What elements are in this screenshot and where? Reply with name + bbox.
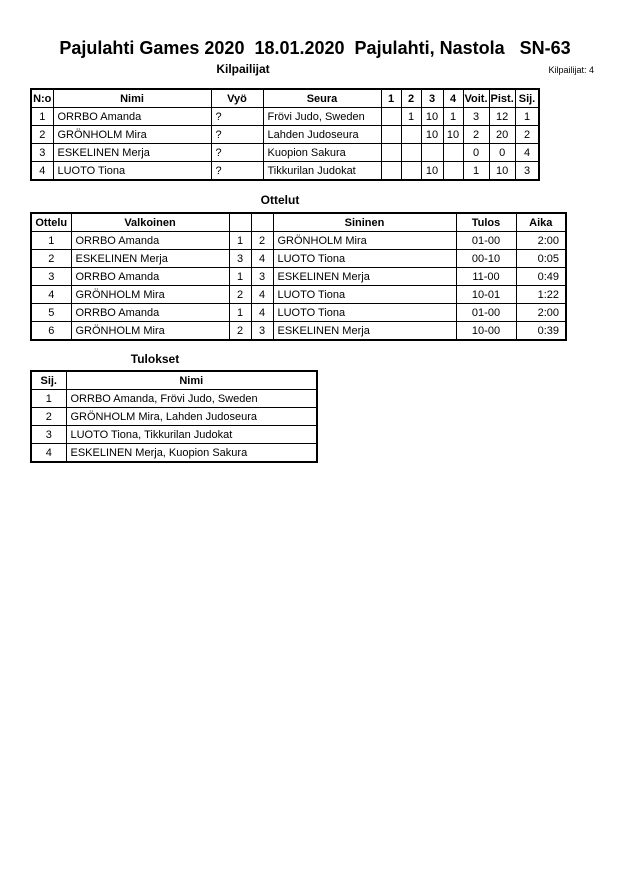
cell-sij: 1	[515, 108, 539, 126]
col-header-valkoinen: Valkoinen	[71, 213, 229, 232]
col-header-vnum	[229, 213, 251, 232]
table-row	[31, 268, 566, 286]
ottelut-heading: Ottelut	[260, 193, 300, 207]
table-row	[31, 304, 566, 322]
cell-vnum: 2	[229, 322, 251, 341]
cell-sininen: GRÖNHOLM Mira	[273, 232, 456, 250]
cell-r4: 10	[443, 126, 463, 144]
col-header-2: 2	[401, 89, 421, 108]
table-row	[31, 162, 539, 181]
cell-vyo: ?	[211, 144, 263, 162]
cell-vnum: 2	[229, 286, 251, 304]
cell-snum: 3	[251, 322, 273, 341]
cell-seura: Lahden Judoseura	[263, 126, 381, 144]
cell-tulos: 10-00	[456, 322, 516, 341]
cell-tulos: 00-10	[456, 250, 516, 268]
cell-snum: 4	[251, 304, 273, 322]
table-row	[31, 426, 317, 444]
cell-vnum: 3	[229, 250, 251, 268]
cell-vnum: 1	[229, 232, 251, 250]
cell-r3: 10	[421, 162, 443, 181]
cell-aika: 0:49	[516, 268, 566, 286]
col-header-sij: Sij.	[515, 89, 539, 108]
cell-r3: 10	[421, 108, 443, 126]
cell-snum: 4	[251, 250, 273, 268]
cell-aika: 1:22	[516, 286, 566, 304]
cell-r4	[443, 162, 463, 181]
cell-r3	[421, 144, 443, 162]
col-header-tulos: Tulos	[456, 213, 516, 232]
cell-vyo: ?	[211, 108, 263, 126]
cell-aika: 0:05	[516, 250, 566, 268]
cell-ottelu: 6	[31, 322, 71, 341]
cell-valkoinen: ORRBO Amanda	[71, 232, 229, 250]
cell-r4: 1	[443, 108, 463, 126]
cell-no: 4	[31, 162, 53, 181]
table-row	[31, 286, 566, 304]
cell-r2	[401, 162, 421, 181]
cell-r1	[381, 162, 401, 181]
table-row	[31, 444, 317, 463]
cell-valkoinen: GRÖNHOLM Mira	[71, 286, 229, 304]
cell-nimi: ORRBO Amanda	[53, 108, 211, 126]
cell-valkoinen: ORRBO Amanda	[71, 304, 229, 322]
cell-seura: Kuopion Sakura	[263, 144, 381, 162]
col-header-3: 3	[421, 89, 443, 108]
cell-voit: 1	[463, 162, 489, 181]
competitor-count-label: Kilpailijat: 4	[548, 65, 594, 75]
cell-seura: Frövi Judo, Sweden	[263, 108, 381, 126]
col-header-aika: Aika	[516, 213, 566, 232]
ottelut-header-row	[31, 213, 566, 232]
cell-nimi: ESKELINEN Merja, Kuopion Sakura	[66, 444, 317, 463]
cell-ottelu: 5	[31, 304, 71, 322]
col-header-ottelu: Ottelu	[31, 213, 71, 232]
cell-no: 2	[31, 126, 53, 144]
cell-r1	[381, 144, 401, 162]
cell-sij: 4	[31, 444, 66, 463]
cell-snum: 3	[251, 268, 273, 286]
cell-pist: 10	[489, 162, 515, 181]
kilpailijat-heading: Kilpailijat	[216, 62, 270, 76]
cell-ottelu: 4	[31, 286, 71, 304]
cell-vnum: 1	[229, 268, 251, 286]
cell-pist: 20	[489, 126, 515, 144]
col-header-vyo: Vyö	[211, 89, 263, 108]
cell-nimi: LUOTO Tiona, Tikkurilan Judokat	[66, 426, 317, 444]
cell-sij: 3	[515, 162, 539, 181]
tulokset-heading: Tulokset	[130, 352, 180, 366]
cell-voit: 3	[463, 108, 489, 126]
cell-r4	[443, 144, 463, 162]
cell-snum: 4	[251, 286, 273, 304]
cell-voit: 0	[463, 144, 489, 162]
cell-ottelu: 3	[31, 268, 71, 286]
cell-no: 3	[31, 144, 53, 162]
kilpailijat-header-row	[31, 89, 539, 108]
cell-r1	[381, 108, 401, 126]
cell-tulos: 01-00	[456, 232, 516, 250]
tulokset-table	[30, 370, 318, 463]
cell-aika: 2:00	[516, 232, 566, 250]
cell-sininen: ESKELINEN Merja	[273, 268, 456, 286]
cell-no: 1	[31, 108, 53, 126]
col-header-snum	[251, 213, 273, 232]
cell-nimi: GRÖNHOLM Mira	[53, 126, 211, 144]
table-row	[31, 232, 566, 250]
cell-aika: 0:39	[516, 322, 566, 341]
cell-sij: 2	[31, 408, 66, 426]
cell-nimi: ORRBO Amanda, Frövi Judo, Sweden	[66, 390, 317, 408]
cell-sininen: LUOTO Tiona	[273, 304, 456, 322]
col-header-nimi: Nimi	[53, 89, 211, 108]
cell-valkoinen: ESKELINEN Merja	[71, 250, 229, 268]
cell-voit: 2	[463, 126, 489, 144]
cell-sininen: LUOTO Tiona	[273, 250, 456, 268]
cell-sij: 4	[515, 144, 539, 162]
ottelut-table	[30, 212, 567, 341]
cell-valkoinen: ORRBO Amanda	[71, 268, 229, 286]
cell-ottelu: 2	[31, 250, 71, 268]
cell-nimi: GRÖNHOLM Mira, Lahden Judoseura	[66, 408, 317, 426]
cell-sij: 2	[515, 126, 539, 144]
col-header-nimi: Nimi	[66, 371, 317, 390]
cell-snum: 2	[251, 232, 273, 250]
cell-r2	[401, 126, 421, 144]
col-header-sij: Sij.	[31, 371, 66, 390]
col-header-no: N:o	[31, 89, 53, 108]
cell-r2: 1	[401, 108, 421, 126]
col-header-voit: Voit.	[463, 89, 489, 108]
col-header-4: 4	[443, 89, 463, 108]
cell-vyo: ?	[211, 126, 263, 144]
page-title: Pajulahti Games 2020 18.01.2020 Pajulahti, Nastola SN-63	[59, 38, 571, 58]
cell-sij: 1	[31, 390, 66, 408]
col-header-sininen: Sininen	[273, 213, 456, 232]
table-row	[31, 390, 317, 408]
cell-pist: 0	[489, 144, 515, 162]
col-header-pist: Pist.	[489, 89, 515, 108]
cell-r3: 10	[421, 126, 443, 144]
cell-r1	[381, 126, 401, 144]
cell-tulos: 11-00	[456, 268, 516, 286]
table-row	[31, 408, 317, 426]
cell-tulos: 01-00	[456, 304, 516, 322]
col-header-seura: Seura	[263, 89, 381, 108]
cell-seura: Tikkurilan Judokat	[263, 162, 381, 181]
cell-sij: 3	[31, 426, 66, 444]
cell-vnum: 1	[229, 304, 251, 322]
tulokset-header-row	[31, 371, 317, 390]
table-row	[31, 108, 539, 126]
table-row	[31, 144, 539, 162]
cell-r2	[401, 144, 421, 162]
table-row	[31, 126, 539, 144]
col-header-1: 1	[381, 89, 401, 108]
cell-pist: 12	[489, 108, 515, 126]
cell-sininen: LUOTO Tiona	[273, 286, 456, 304]
cell-tulos: 10-01	[456, 286, 516, 304]
cell-vyo: ?	[211, 162, 263, 181]
cell-aika: 2:00	[516, 304, 566, 322]
kilpailijat-table	[30, 88, 540, 181]
cell-sininen: ESKELINEN Merja	[273, 322, 456, 341]
cell-nimi: ESKELINEN Merja	[53, 144, 211, 162]
cell-ottelu: 1	[31, 232, 71, 250]
cell-valkoinen: GRÖNHOLM Mira	[71, 322, 229, 341]
table-row	[31, 250, 566, 268]
table-row	[31, 322, 566, 341]
cell-nimi: LUOTO Tiona	[53, 162, 211, 181]
